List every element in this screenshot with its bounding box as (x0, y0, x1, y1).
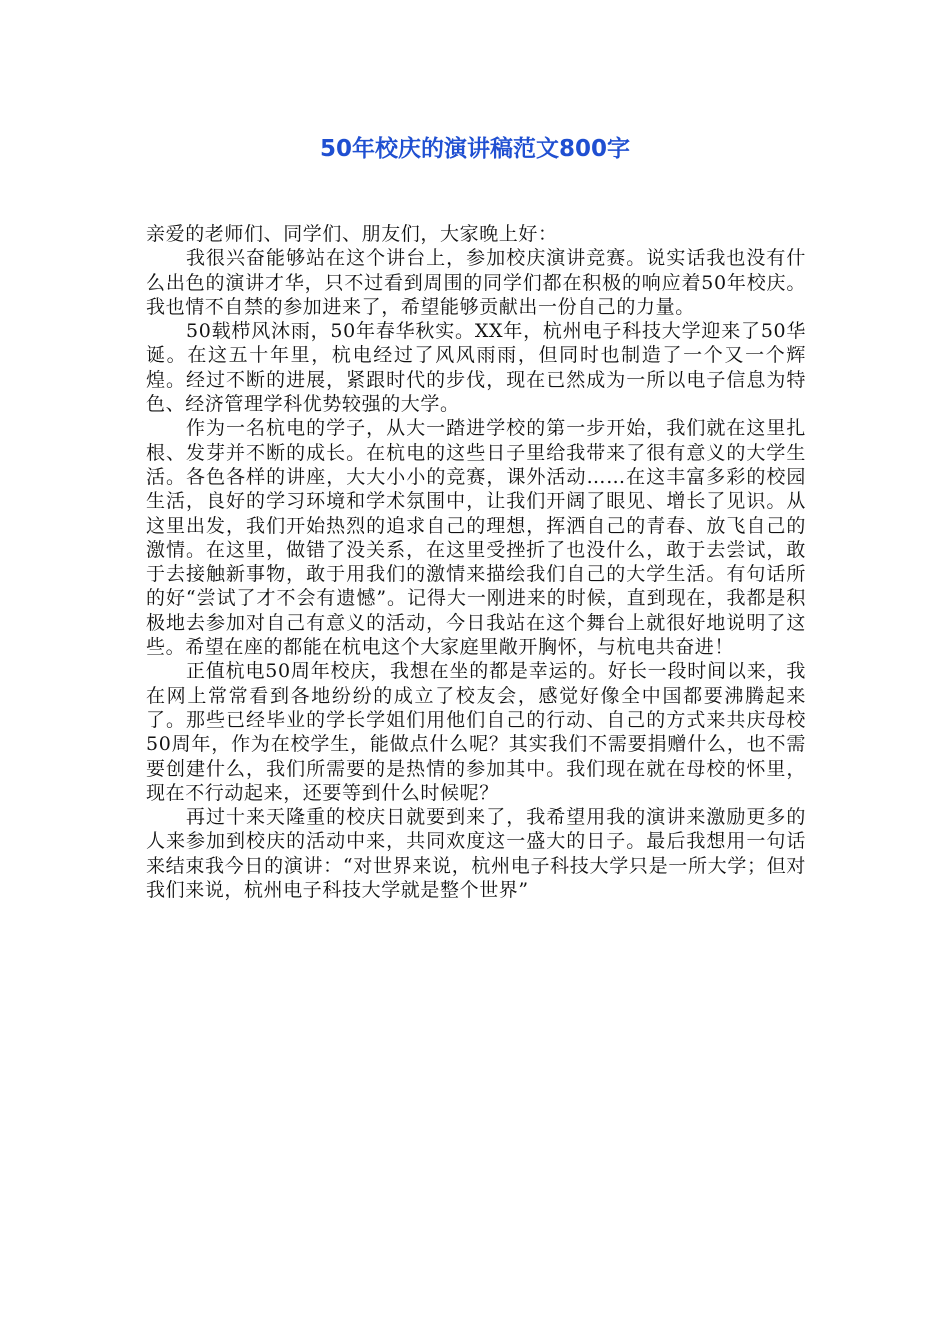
paragraph-2: 50载栉风沐雨，50年春华秋实。XX年，杭州电子科技大学迎来了50华诞。在这五十年里，杭电经过了风风雨雨，但同时也制造了一个又一个辉煌。经过不断的进展，紧跟时代的步伐，现在已然成为一所以电子信息为特色、经济管理学科优势较强的大学。 (146, 320, 806, 416)
paragraph-3: 作为一名杭电的学子，从大一踏进学校的第一步开始，我们就在这里扎根、发芽并不断的成长。在杭电的这些日子里给我带来了很有意义的大学生活。各色各样的讲座，大大小小的竞赛，课外活动……在这丰富多彩的校园生活，良好的学习环境和学术氛围中，让我们开阔了眼见、增长了见识。从这里出发，我们开始热烈的追求自己的理想，挥洒自己的青春、放飞自己的激情。在这里，做错了没关系，在这里受挫折了也没什么，敢于去尝试，敢于去接触新事物，敢于用我们的激情来描绘我们自己的大学生活。有句话所的好“尝试了才不会有遗憾”。记得大一刚进来的时候，直到现在，我都是积极地去参加对自己有意义的活动，今日我站在这个舞台上就很好地说明了这些。希望在座的都能在杭电这个大家庭里敞开胸怀，与杭电共奋进！ (146, 417, 806, 659)
document-title: 50年校庆的演讲稿范文800字 (319, 136, 631, 162)
paragraph-1: 我很兴奋能够站在这个讲台上，参加校庆演讲竞赛。说实话我也没有什么出色的演讲才华，只不过看到周围的同学们都在积极的响应着50年校庆。我也情不自禁的参加进来了，希望能够贡献出一份自己的力量。 (146, 247, 806, 318)
greeting-line: 亲爱的老师们、同学们、朋友们，大家晚上好： (146, 223, 558, 245)
document-body (146, 222, 806, 902)
paragraph-5: 再过十来天隆重的校庆日就要到来了，我希望用我的演讲来激励更多的人来参加到校庆的活动中来，共同欢度这一盛大的日子。最后我想用一句话来结束我今日的演讲：“对世界来说，杭州电子科技大学只是一所大学；但对我们来说，杭州电子科技大学就是整个世界” (146, 806, 806, 902)
paragraph-4: 正值杭电50周年校庆，我想在坐的都是幸运的。好长一段时间以来，我在网上常常看到各地纷纷的成立了校友会，感觉好像全中国都要沸腾起来了。那些已经毕业的学长学姐们用他们自己的行动、自己的方式来共庆母校50周年，作为在校学生，能做点什么呢？其实我们不需要捐赠什么，也不需要创建什么，我们所需要的是热情的参加其中。我们现在就在母校的怀里，现在不行动起来，还要等到什么时候呢？ (146, 660, 806, 804)
